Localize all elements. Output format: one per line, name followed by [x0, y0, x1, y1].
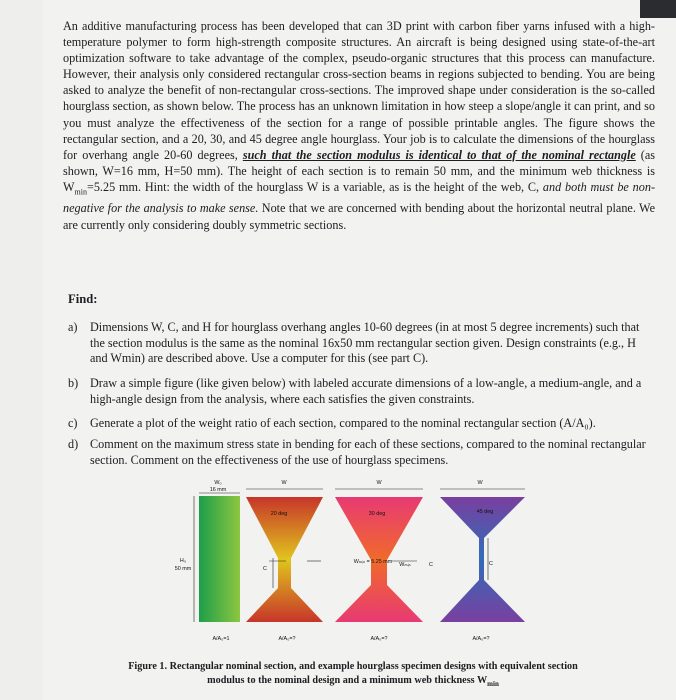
ratio-label: A/A₀=1 — [212, 636, 230, 642]
item-text: Generate a plot of the weight ratio of each section, compared to the nominal rectangular section (A/A₀). — [90, 416, 596, 430]
ratio-label: A/A₀=? — [278, 636, 296, 642]
ratio-label: A/A₀=? — [370, 636, 388, 642]
svg-text:W: W — [376, 480, 382, 486]
left-margin — [0, 0, 43, 700]
figure-hourglass-sections — [43, 0, 676, 660]
find-heading: Find: — [68, 292, 98, 306]
item-text: Dimensions W, C, and H for hourglass overhang angles 10-60 degrees (in at most 5 degree increments) such that the section modulus is the same as the nominal 16x50 mm rectangular section given. Design constraints (e.g., H and Wmin) are described above. Use a computer for this (see part C). — [90, 320, 640, 365]
window-corner — [640, 0, 676, 18]
svg-text:C: C — [429, 562, 433, 568]
item-text: Comment on the maximum stress state in bending for each of these sections, compared to the nominal rectangular section. Comment on the effectiveness of the use of hourglass specimens. — [90, 437, 646, 467]
svg-text:W: W — [477, 480, 483, 486]
document-page — [43, 0, 676, 700]
svg-text:W₀: W₀ — [214, 480, 222, 486]
hourglass-30deg — [307, 480, 423, 622]
item-label: b) — [68, 376, 79, 390]
ratio-label: A/A₀=? — [472, 636, 490, 642]
item-text: Draw a simple figure (like given below) with labeled accurate dimensions of a low-angle, a medium-angle, and a high-angle design from the analysis, where each satisfies the given constraints. — [90, 376, 642, 406]
svg-text:16 mm: 16 mm — [209, 487, 227, 493]
emphasis-text: such that the section modulus is identical to that of the nominal rectangle — [242, 147, 636, 162]
svg-text:45 deg: 45 deg — [476, 509, 494, 515]
item-label: d) — [68, 437, 79, 451]
item-label: a) — [68, 320, 78, 334]
svg-text:W: W — [281, 480, 287, 486]
svg-text:Wₘᵢₙ: Wₘᵢₙ — [399, 562, 411, 568]
figure-caption: Figure 1. Rectangular nominal section, and example hourglass specimen designs with equivalent section modulus to the nominal design and a minimum web thickness $W_{min}$ — [128, 661, 578, 689]
svg-text:C: C — [489, 561, 493, 567]
svg-text:H₀: H₀ — [179, 558, 187, 564]
problem-statement: An additive manufacturing process has been developed that can 3D print with carbon fiber yarns infused with a high-temperature polymer to form high-strength composite structures. An aircraft is being designed using state-of-the-art optimization software to take advantage of the complex, pseudo-organic structures that this process can manufacture. However, their analysis only considered rectangular cross-section beams in regions subjected to bending. You are being asked to analyze the benefit of non-rectangular cross-sections. The improved shape under consideration is the so-called hourglass section, as shown below. The process has an unknown limitation in how steep a slope/angle it can print, and so you must analyze the effectiveness of the section for a range of possible printable angles. The figure shows the rectangular section, and a 20, 30, and 45 degree angle hourglass. Your job is to calculate the dimensions of the hourglass for overhang angle 20-60 degrees, such that the section modulus is identical to that of the nominal rectangle (as shown, W=16 mm, H=50 mm). The height of each section is to remain 50 mm, and the minimum web thickness is $W_{min}=5.25$ mm. Hint: the width of the hourglass W is a variable, as is the height of the web, C, and both must be non-negative for the analysis to make sense. Note that we are concerned with bending about the horizontal neutral plane. We are currently only considering doubly symmetric sections. — [63, 19, 655, 232]
hourglass-20deg — [246, 480, 323, 622]
svg-text:50 mm: 50 mm — [174, 566, 192, 572]
svg-text:20 deg: 20 deg — [270, 511, 288, 517]
item-label: c) — [68, 416, 78, 430]
svg-text:Wₘᵢₙ = 5.25 mm: Wₘᵢₙ = 5.25 mm — [353, 559, 393, 565]
rectangular-section — [175, 480, 240, 622]
svg-text:30 deg: 30 deg — [368, 511, 386, 517]
svg-text:C: C — [263, 566, 267, 572]
